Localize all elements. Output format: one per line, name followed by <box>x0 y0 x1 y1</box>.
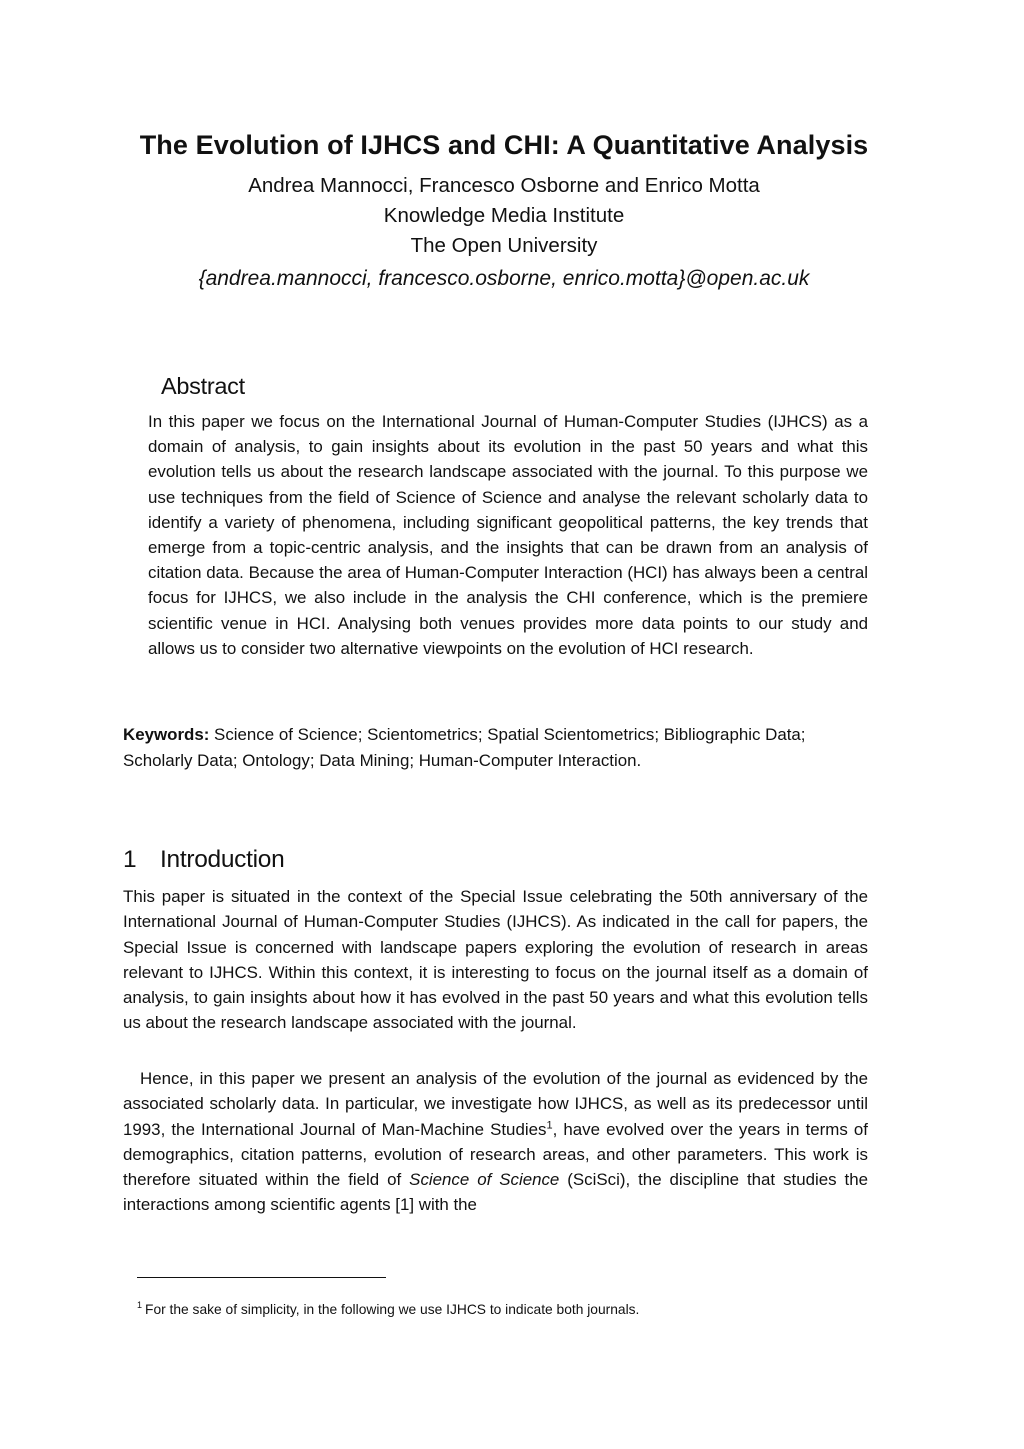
keywords-label: Keywords: <box>123 725 210 744</box>
footnote-text: For the sake of simplicity, in the following we use IJHCS to indicate both journals. <box>145 1302 640 1317</box>
section-title: Introduction <box>160 846 285 873</box>
abstract-heading: Abstract <box>161 373 245 399</box>
paper-title: The Evolution of IJHCS and CHI: A Quantitative Analysis <box>139 130 869 160</box>
author-institute: Knowledge Media Institute <box>383 204 625 227</box>
intro-paragraph-1: This paper is situated in the context of the Special Issue celebrating the 50th anniversary of the International Journal of Human-Computer Studies (IJHCS). As indicated in the call for papers, the Special Issue is concerned with landscape papers exploring the evolution of research in areas relevant to IJHCS. Within this context, it is interesting to focus on the journal itself as a domain of analysis, to gain insights about how it has evolved in the past 50 years and what this evolution tells us about the research landscape associated with the journal. <box>123 887 868 1033</box>
author-names: Andrea Mannocci, Francesco Osborne and Enrico Motta <box>248 174 760 197</box>
keywords-text: Science of Science; Scientometrics; Spatial Scientometrics; Bibliographic Data; Scholarly Data; Ontology; Data Mining; Human-Computer Interaction. <box>123 725 806 770</box>
author-emails: {andrea.mannocci, francesco.osborne, enrico.motta}@open.ac.uk <box>198 267 810 290</box>
footnote-divider <box>137 1277 386 1278</box>
section-heading-introduction <box>123 846 284 874</box>
intro-p2-part1: Hence, in this paper we present an analysis of the evolution of the journal as evidenced by the associated scholarly data. In particular, we investigate how IJHCS, as well as its predecessor until 1993, the International Journal of Man-Machine Studies <box>123 1069 868 1139</box>
footnote <box>137 1301 868 1319</box>
keywords-paragraph <box>123 722 868 773</box>
intro-p2-part2: , have evolved over the years in terms of demographics, citation patterns, evolution of research areas, and other parameters. This work is therefore situated within the field of <box>123 1119 868 1190</box>
section-number: 1 <box>123 846 137 873</box>
footnote-marker: 1 <box>137 1300 143 1311</box>
abstract-body: In this paper we focus on the International Journal of Human-Computer Studies (IJHCS) as a domain of analysis, to gain insights about its evolution in the past 50 years and what this evolution tells us about the research landscape associated with the journal. To this purpose we use techniques from the field of Science of Science and analyse the relevant scholarly data to identify a variety of phenomena, including significant geopolitical patterns, the key trends that emerge from a topic-centric analysis, and the insights that can be drawn from an analysis of citation data. Because the area of Human-Computer Interaction (HCI) has always been a central focus for IJHCS, we also include in the analysis the CHI conference, which is the premiere scientific venue in HCI. Analysing both venues provides more data points to our study and allows us to consider two alternative viewpoints on the evolution of HCI research. <box>148 412 868 658</box>
intro-p2-part3: (SciSci), the discipline that studies the interactions among scientific agents [1] with the <box>123 1170 869 1215</box>
footnote-reference: 1 <box>546 1118 553 1131</box>
intro-p2-italic: Science of Science <box>409 1170 560 1190</box>
intro-paragraph-2 <box>123 1066 868 1218</box>
author-university: The Open University <box>410 234 598 257</box>
